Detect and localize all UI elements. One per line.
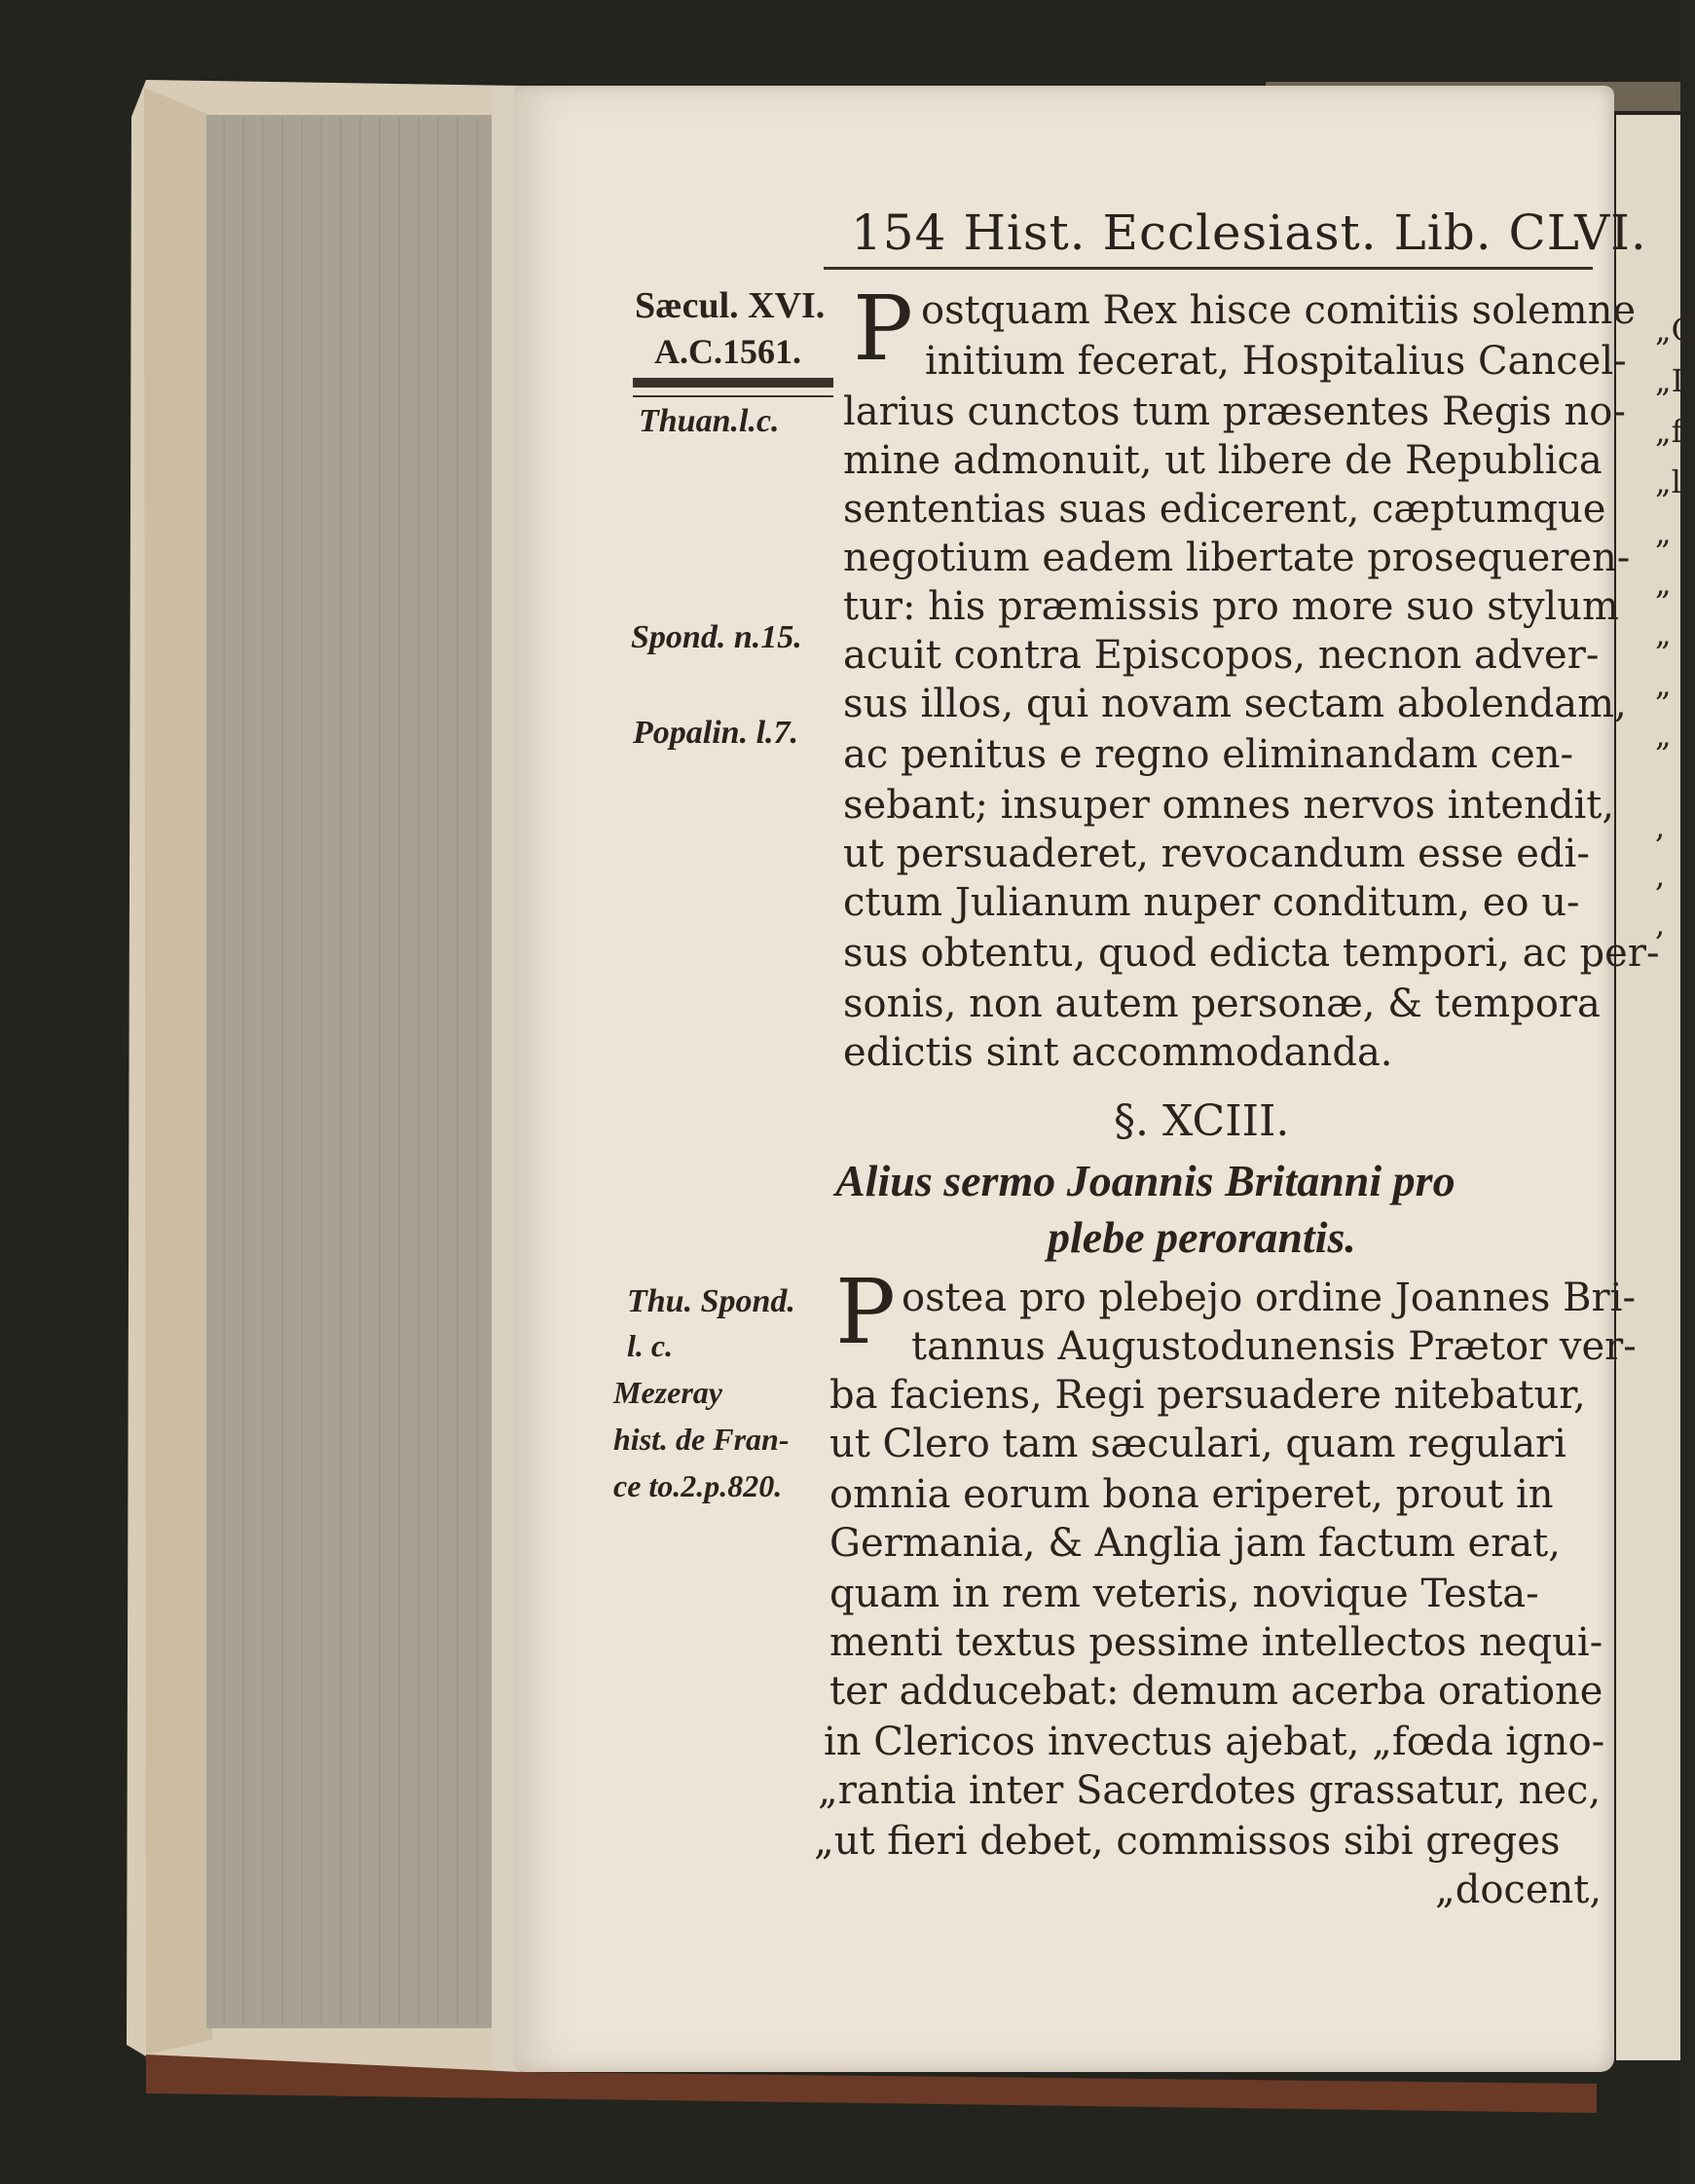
margin-note-saecul: Sæcul. XVI. xyxy=(635,285,826,326)
right-page-mark: „ xyxy=(1655,666,1672,703)
p2-line: menti textus pessime intellectos nequi- xyxy=(829,1620,1603,1665)
margin-note-anno: A.C.1561. xyxy=(654,332,801,371)
margin-note-lc: l. c. xyxy=(627,1328,674,1363)
section-number: §. XCIII. xyxy=(1114,1096,1290,1146)
right-page-mark: „f xyxy=(1655,413,1683,450)
p1-line: acuit contra Episcopos, necnon adver- xyxy=(843,633,1600,678)
margin-note-mezeray-2: hist. de Fran- xyxy=(613,1422,790,1457)
drop-cap-2: P xyxy=(835,1260,896,1364)
p2-line: Germania, & Anglia jam factum erat, xyxy=(829,1521,1561,1566)
p1-line: larius cunctos tum præsentes Regis no- xyxy=(843,389,1626,434)
p2-line: ter adducebat: demum acerba oratione xyxy=(829,1669,1603,1714)
p1-line: sonis, non autem personæ, & tempora xyxy=(843,981,1601,1026)
p1-line: ut persuaderet, revocandum esse edi- xyxy=(843,832,1590,876)
margin-note-mezeray-3: ce to.2.p.820. xyxy=(613,1468,783,1503)
p2-line: ostea pro plebejo ordine Joannes Bri- xyxy=(902,1276,1636,1320)
p2-line: ut Clero tam sæculari, quam regulari xyxy=(829,1422,1566,1466)
p1-line: sebant; insuper omnes nervos intendit, xyxy=(843,783,1615,828)
margin-note-thu-spond: Thu. Spond. xyxy=(627,1283,795,1319)
right-page-mark: , xyxy=(1655,808,1666,845)
p1-line: initium fecerat, Hospitalius Cancel- xyxy=(925,339,1627,384)
p1-line: sententias suas edicerent, cæptumque xyxy=(843,487,1606,532)
right-page-mark: „l xyxy=(1655,463,1681,500)
p2-line: tannus Augustodunensis Prætor ver- xyxy=(911,1324,1637,1369)
p2-line: omnia eorum bona eriperet, prout in xyxy=(829,1472,1554,1517)
drop-cap-1: P xyxy=(853,277,913,381)
p2-line: quam in rem veteris, novique Testa- xyxy=(829,1572,1539,1616)
p2-line: „ut fieri debet, commissos sibi greges xyxy=(814,1819,1561,1864)
p2-line: „docent, xyxy=(1435,1868,1603,1912)
p1-line: ctum Julianum nuper conditum, eo u- xyxy=(843,880,1580,925)
right-page-mark: „ xyxy=(1655,514,1672,551)
p1-line: ostquam Rex hisce comitiis solemne xyxy=(921,288,1637,333)
right-page-mark: , xyxy=(1655,857,1666,894)
right-page-mark: „ xyxy=(1655,615,1672,652)
p2-line: ba faciens, Regi persuadere nitebatur, xyxy=(829,1373,1586,1418)
p1-line: sus obtentu, quod edicta tempori, ac per- xyxy=(843,931,1660,976)
right-page-mark: „ xyxy=(1655,717,1672,754)
p1-line: mine admonuit, ut libere de Republica xyxy=(843,438,1603,483)
margin-note-spond: Spond. n.15. xyxy=(631,619,802,655)
right-page-mark: „C xyxy=(1655,312,1695,349)
right-page-mark: , xyxy=(1655,906,1666,943)
p1-line: negotium eadem libertate prosequeren- xyxy=(843,536,1631,580)
p1-line: sus illos, qui novam sectam abolendam, xyxy=(843,682,1627,726)
p2-line: „rantia inter Sacerdotes grassatur, nec, xyxy=(818,1768,1602,1813)
p1-line: ac penitus e regno eliminandam cen- xyxy=(843,732,1574,777)
margin-note-mezeray-1: Mezeray xyxy=(613,1375,722,1410)
section-heading-line-2: plebe perorantis. xyxy=(1048,1212,1356,1262)
margin-rule xyxy=(633,378,833,388)
margin-note-popalin: Popalin. l.7. xyxy=(633,715,799,751)
margin-note-thuan: Thuan.l.c. xyxy=(639,403,780,439)
section-heading-line-1: Alius sermo Joannis Britanni pro xyxy=(835,1156,1455,1205)
right-page-mark: „I xyxy=(1655,362,1684,399)
p1-line: edictis sint accommodanda. xyxy=(843,1030,1393,1075)
header-rule xyxy=(824,267,1593,270)
p1-line: tur: his præmissis pro more suo stylum xyxy=(843,584,1619,629)
right-page-edge xyxy=(1616,115,1683,2060)
running-head: 154 Hist. Ecclesiast. Lib. CLVI. xyxy=(851,204,1647,261)
right-page-mark: „ xyxy=(1655,565,1672,602)
p2-line: in Clericos invectus ajebat, „fœda igno- xyxy=(824,1720,1605,1764)
margin-rule-thin xyxy=(633,395,833,397)
